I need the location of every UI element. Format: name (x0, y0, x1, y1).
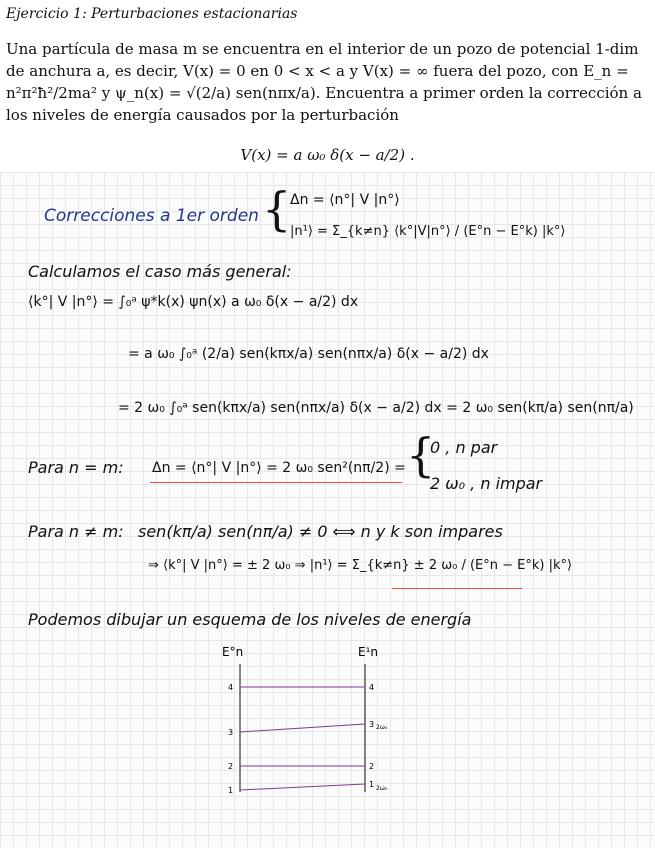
matrix-element-line3: = 2 ω₀ ∫₀ᵃ sen(kπx/a) sen(nπx/a) δ(x − a/2) dx = 2 ω₀ sen(kπ/a) sen(nπ/a) (118, 400, 634, 416)
general-case-heading: Calculamos el caso más general: (28, 262, 292, 281)
diagram-intro: Podemos dibujar un esquema de los niveles de energía (28, 610, 472, 629)
level-2-left: 2 (228, 762, 234, 771)
energy-level-diagram (210, 642, 390, 812)
level-1-left: 1 (228, 786, 234, 795)
case-nk-condition: sen(kπ/a) sen(nπ/a) ≠ 0 ⟺ n y k son impares (138, 522, 503, 541)
matrix-element-line2: = a ω₀ ∫₀ᵃ (2/a) sen(kπx/a) sen(nπx/a) δ(x − a/2) dx (128, 346, 489, 362)
exercise-title: Ejercicio 1: Perturbaciones estacionarias (6, 6, 298, 22)
corrections-label: Correcciones a 1er orden (44, 206, 259, 226)
level-2-right: 2 (369, 762, 375, 771)
problem-statement (0, 0, 655, 170)
case-nm-label: Para n = m: (28, 458, 124, 477)
underline-delta (150, 482, 402, 483)
perturbation-equation: V(x) = a ω₀ δ(x − a/2) . (240, 146, 415, 164)
level-3-left: 3 (228, 728, 234, 737)
underline-state (392, 588, 522, 589)
level-1-shift: 2ω₀ (376, 785, 388, 792)
level-4-right: 4 (369, 683, 375, 692)
case-nm-formula: Δn = ⟨n°| V |n°⟩ = 2 ω₀ sen²(nπ/2) = (152, 460, 406, 476)
case-even: 0 , n par (430, 438, 498, 457)
case-nk-result: ⇒ ⟨k°| V |n°⟩ = ± 2 ω₀ ⇒ |n¹⟩ = Σ_{k≠n} ± 2 ω₀ / (E°n − E°k) |k°⟩ (148, 558, 573, 573)
problem-text: Una partícula de masa m se encuentra en el interior de un pozo de potencial 1-dim de anchura a, es decir, V(x) = 0 en 0 < x < a y V(x) = ∞ fuera del pozo, con E_n = n²π²ħ²/2ma² y ψ_n(x) = √(2/a) sen(nπx/a). Encuentra a primer orden la corrección a los niveles de energía causados por la perturbación (6, 40, 642, 124)
delta-formula: Δn = ⟨n°| V |n°⟩ (290, 192, 400, 208)
axis-label-left: E°n (222, 645, 244, 659)
state-formula: |n¹⟩ = Σ_{k≠n} ⟨k°|V|n°⟩ / (E°n − E°k) |k°⟩ (290, 224, 566, 239)
matrix-element-line1: ⟨k°| V |n°⟩ = ∫₀ᵃ ψ*k(x) ψn(x) a ω₀ δ(x − a/2) dx (28, 294, 359, 310)
level-1-right: 1 (369, 780, 375, 789)
case-odd: 2 ω₀ , n impar (430, 474, 543, 493)
level-1-line (240, 784, 365, 790)
level-3-line (240, 724, 365, 732)
level-4-left: 4 (228, 683, 234, 692)
case-nk-label: Para n ≠ m: (28, 522, 124, 541)
level-3-shift: 2ω₀ (376, 724, 388, 731)
axis-label-right: E¹n (358, 645, 378, 659)
brace-cases: { (406, 428, 436, 482)
brace-corrections: { (262, 182, 292, 236)
handwritten-notes (0, 172, 655, 848)
level-3-right: 3 (369, 720, 375, 729)
